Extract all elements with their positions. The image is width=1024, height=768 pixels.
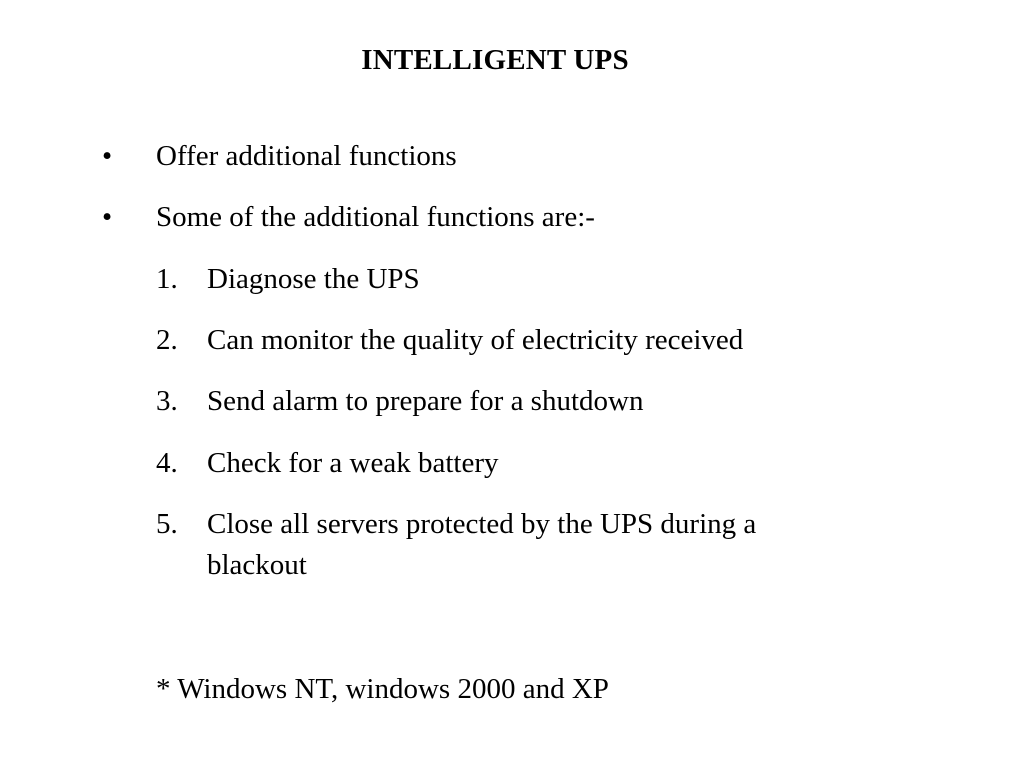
number-marker: 3. [156,385,178,417]
number-marker: 5. [156,508,178,540]
numbered-text: Send alarm to prepare for a shutdown [207,385,644,417]
numbered-text: Close all servers protected by the UPS during a [207,508,757,540]
footnote-text: * Windows NT, windows 2000 and XP [156,673,609,705]
bullet-marker: • [102,201,113,233]
numbered-text: Can monitor the quality of electricity received [207,324,744,356]
bullet-text: Offer additional functions [156,140,457,172]
numbered-text-continuation: blackout [207,549,307,581]
number-marker: 4. [156,447,178,479]
number-marker: 2. [156,324,178,356]
numbered-text: Diagnose the UPS [207,263,420,295]
number-marker: 1. [156,263,178,295]
slide-title: INTELLIGENT UPS [361,44,629,76]
numbered-text: Check for a weak battery [207,447,499,479]
bullet-marker: • [102,140,113,172]
bullet-text: Some of the additional functions are:- [156,201,595,233]
